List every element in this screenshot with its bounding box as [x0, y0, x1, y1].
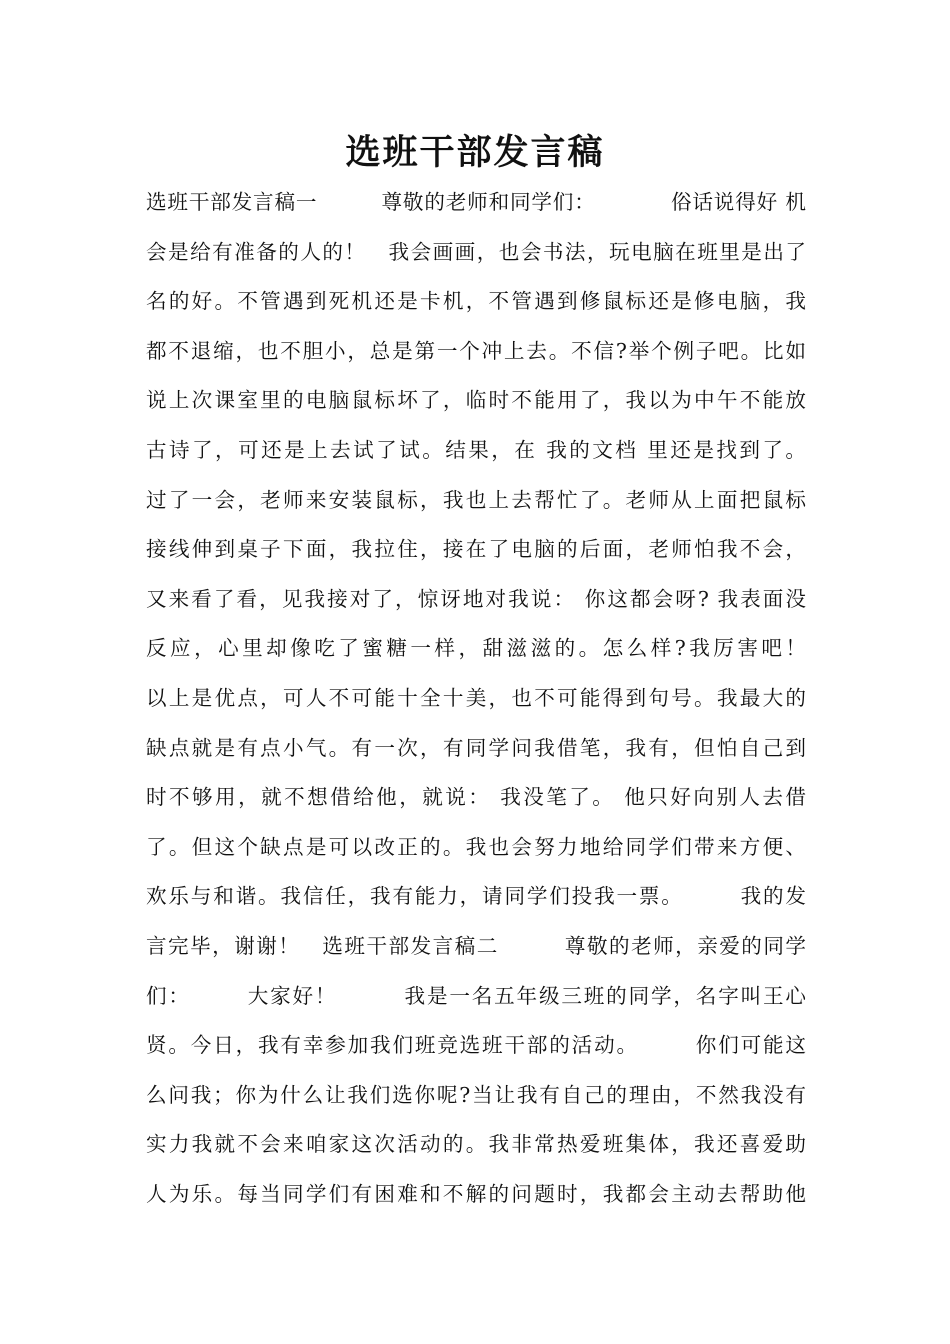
text-line: 以上是优点，可人不可能十全十美，也不可能得到句号。我最大的: [146, 685, 806, 710]
text-line: 言完毕，谢谢！ 选班干部发言稿二 尊敬的老师，亲爱的同学: [146, 933, 806, 958]
text-line: 过了一会，老师来安装鼠标，我也上去帮忙了。老师从上面把鼠标: [146, 487, 806, 512]
text-line: 会是给有准备的人的！ 我会画画，也会书法，玩电脑在班里是出了: [146, 239, 806, 264]
text-line: 接线伸到桌子下面，我拉住，接在了电脑的后面，老师怕我不会，: [146, 537, 806, 562]
text-line: 了。但这个缺点是可以改正的。我也会努力地给同学们带来方便、: [146, 834, 806, 859]
text-line: 实力我就不会来咱家这次活动的。我非常热爱班集体，我还喜爱助: [146, 1132, 806, 1157]
text-line: 都不退缩，也不胆小，总是第一个冲上去。不信?举个例子吧。比如: [146, 338, 806, 363]
text-line: 缺点就是有点小气。有一次，有同学问我借笔，我有，但怕自己到: [146, 735, 806, 760]
text-line: 说上次课室里的电脑鼠标坏了，临时不能用了，我以为中午不能放: [146, 388, 806, 413]
text-line: 反应，心里却像吃了蜜糖一样，甜滋滋的。怎么样?我厉害吧！: [146, 636, 806, 661]
text-line: 时不够用，就不想借给他，就说： 我没笔了。 他只好向别人去借: [146, 785, 806, 810]
text-line: 名的好。不管遇到死机还是卡机，不管遇到修鼠标还是修电脑，我: [146, 289, 806, 314]
text-line: 人为乐。每当同学们有困难和不解的问题时，我都会主动去帮助他: [146, 1181, 806, 1206]
text-line: 们： 大家好！ 我是一名五年级三班的同学，名字叫王心: [146, 983, 806, 1008]
document-body: [146, 178, 806, 1219]
text-line: 欢乐与和谐。我信任，我有能力，请同学们投我一票。 我的发: [146, 884, 806, 909]
text-line: 么问我；你为什么让我们选你呢?当让我有自己的理由，不然我没有: [146, 1082, 806, 1107]
text-line: 古诗了，可还是上去试了试。结果，在 我的文档 里还是找到了。: [146, 437, 806, 462]
text-line: 又来看了看，见我接对了，惊讶地对我说： 你这都会呀? 我表面没: [146, 586, 806, 611]
document-title: 选班干部发言稿: [345, 133, 605, 173]
text-line: 贤。今日，我有幸参加我们班竞选班干部的活动。 你们可能这: [146, 1033, 806, 1058]
text-line: 选班干部发言稿一 尊敬的老师和同学们： 俗话说得好 机: [146, 190, 806, 214]
